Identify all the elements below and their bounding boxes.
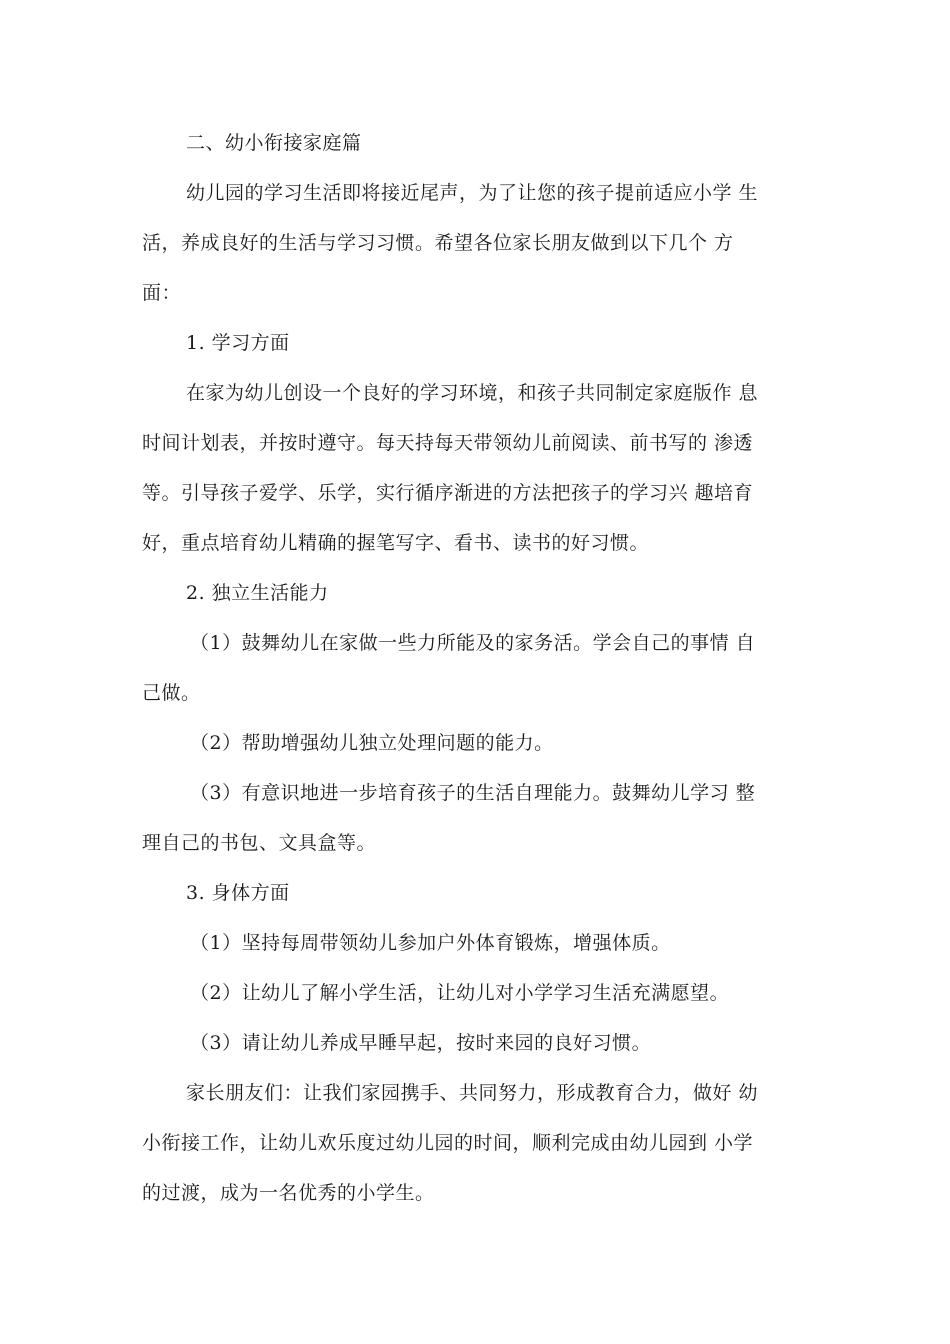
intro-line-1: 幼儿园的学习生活即将接近尾声，为了让您的孩子提前适应小学 生 [186, 182, 759, 204]
closing-line-2: 小衔接工作，让幼儿欢乐度过幼儿园的时间，顺利完成由幼儿园到 小学 [142, 1132, 754, 1154]
body-item2: （2）让幼儿了解小学生活，让幼儿对小学学习生活充满愿望。 [190, 982, 730, 1004]
independence-item3-line-2: 理自己的书包、文具盒等。 [142, 832, 377, 854]
study-line-2: 时间计划表，并按时遵守。每天持每天带领幼儿前阅读、前书写的 渗透 [142, 432, 754, 454]
section-title: 二、幼小衔接家庭篇 [186, 132, 362, 154]
body-item1: （1）坚持每周带领幼儿参加户外体育锻炼，增强体质。 [190, 932, 671, 954]
independence-item1-line-2: 己做。 [142, 682, 201, 704]
closing-line-3: 的过渡，成为一名优秀的小学生。 [142, 1182, 435, 1204]
closing-line-1: 家长朋友们：让我们家园携手、共同努力，形成教育合力，做好 幼 [186, 1082, 759, 1104]
independence-item1-line-1: （1）鼓舞幼儿在家做一些力所能及的家务活。学会自己的事情 自 [190, 632, 756, 654]
study-heading: 1. 学习方面 [186, 332, 290, 354]
study-line-1: 在家为幼儿创设一个良好的学习环境，和孩子共同制定家庭版作 息 [186, 382, 759, 404]
independence-item2: （2）帮助增强幼儿独立处理问题的能力。 [190, 732, 554, 754]
document-page [142, 118, 822, 1218]
intro-line-2: 活，养成良好的生活与学习习惯。希望各位家长朋友做到以下几个 方 [142, 232, 734, 254]
independence-heading: 2. 独立生活能力 [186, 582, 329, 604]
body-heading: 3. 身体方面 [186, 882, 290, 904]
body-item3: （3）请让幼儿养成早睡早起，按时来园的良好习惯。 [190, 1032, 652, 1054]
study-line-4: 好，重点培育幼儿精确的握笔写字、看书、读书的好习惯。 [142, 532, 650, 554]
study-line-3: 等。引导孩子爱学、乐学，实行循序渐进的方法把孩子的学习兴 趣培育 [142, 482, 754, 504]
independence-item3-line-1: （3）有意识地进一步培育孩子的生活自理能力。鼓舞幼儿学习 整 [190, 782, 756, 804]
intro-line-3: 面： [142, 282, 182, 304]
